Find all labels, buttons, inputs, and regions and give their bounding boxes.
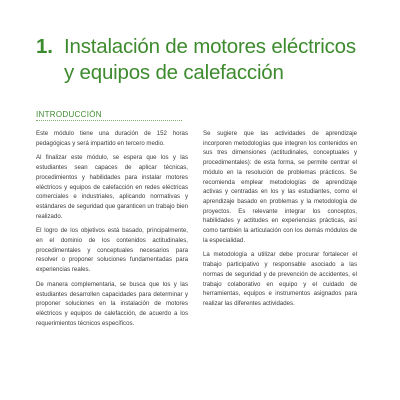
chapter-number: 1. <box>36 35 53 58</box>
title-text-2: y equipos de calefacción <box>64 61 284 84</box>
right-column <box>203 129 357 314</box>
paragraph: El logro de los objetivos está basado, principalmente, en el dominio de los contenidos actitudinales, procedimentales y conceptuales necesarios para resolver o proponer soluciones fundamentadas para experiencias reales. <box>36 227 188 274</box>
paragraph: Al finalizar este módulo, se espera que los y las estudiantes sean capaces de aplicar técnicas, procedimientos y habilidades para instalar motores eléctricos y equipos de calefacción en redes eléctricas comerciales e industriales, aplicando normativas y estándares de seguridad que garanticen un trabajo bien realizado. <box>36 154 188 220</box>
heading-divider <box>36 120 182 121</box>
title-line-1 <box>36 34 386 60</box>
paragraph: Se sugiere que las actividades de aprendizaje incorporen metodologías que integren los contenidos en sus tres dimensiones (actitudinales, conceptuales y procedimentales): de esta forma, se permite centrar el módulo en la resolución de problemas prácticos. Se recomienda emplear metodologías de aprendizaje activas y centradas en los y las estudiantes, como el aprendizaje basado en problemas y la metodología de proyectos. Es relevante integrar los conceptos, habilidades y actitudes en experiencias prácticas, así como también la articulación con los demás módulos de la especialidad. <box>203 130 357 244</box>
left-column <box>36 129 188 333</box>
title-line-2 <box>36 60 386 86</box>
title-text-1: Instalación de motores eléctricos <box>64 35 356 58</box>
paragraph: Este módulo tiene una duración de 152 horas pedagógicas y será impartido en tercero medio. <box>36 130 188 147</box>
paragraph: La metodología a utilizar debe procurar fortalecer el trabajo participativo y responsable asociado a las normas de seguridad y de prevención de accidentes, el trabajo colaborativo en equipo y el cuidado de herramientas, equipos e instrumentos asignados para realizar las diferentes actividades. <box>203 251 357 307</box>
section-heading: INTRODUCCIÓN <box>36 110 102 119</box>
page-title <box>36 34 386 86</box>
paragraph: De manera complementaria, se busca que los y las estudiantes desarrollen capacidades para determinar y proponer soluciones en la instalación de motores eléctricos y equipos de calefacción, de acuerdo a los requerimientos técnicos específicos. <box>36 280 188 327</box>
